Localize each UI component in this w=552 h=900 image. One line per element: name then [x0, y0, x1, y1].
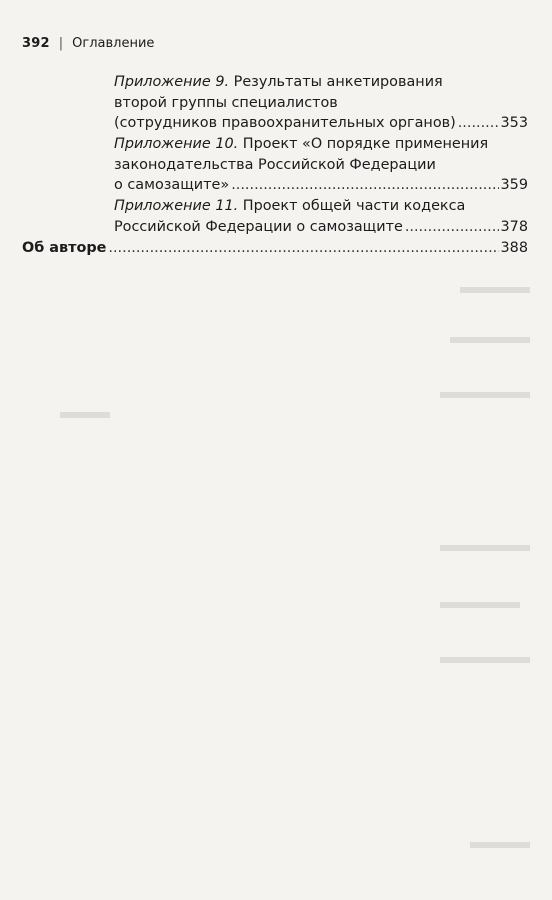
- section-title: Оглавление: [72, 36, 155, 51]
- toc-entry-title-line: Результаты анкетирования: [233, 74, 443, 90]
- toc-entry-prefix: Приложение 11.: [114, 198, 239, 214]
- toc-entry-page: 378: [500, 218, 528, 235]
- leader-dots: [231, 175, 498, 196]
- leader-dots: [405, 217, 499, 238]
- toc-entry-page: 353: [500, 115, 528, 131]
- toc-entry-title-line: Российской Федерации о самозащите: [114, 218, 403, 235]
- toc-entry-title-line: о самозащите»: [114, 177, 230, 193]
- toc-entry-prefix: Приложение 10.: [114, 136, 239, 152]
- toc-entry-about-author[interactable]: [22, 238, 528, 259]
- toc-entry-title-line: Проект «О порядке применения: [242, 136, 489, 152]
- toc-entry-title-line: второй группы специалистов: [114, 94, 338, 111]
- toc-entry-page: 388: [500, 240, 528, 256]
- running-head: [22, 36, 154, 51]
- leader-dots: [458, 113, 499, 134]
- toc-entry-appendix-11[interactable]: [114, 196, 528, 237]
- toc-entry-page: 359: [500, 177, 528, 193]
- toc-entry-title-line: (сотрудников правоохранительных органов): [114, 115, 456, 131]
- toc-entry-title-line: Проект общей части кодекса: [242, 198, 466, 214]
- toc-entry-prefix: Приложение 9.: [114, 74, 230, 90]
- header-separator: |: [58, 36, 64, 51]
- leader-dots: [108, 238, 498, 259]
- toc-entry-title-line: законодательства Российской Федерации: [114, 156, 436, 173]
- toc-entry-appendix-9[interactable]: [114, 72, 528, 134]
- page-number: 392: [22, 36, 50, 51]
- toc-entry-title: Об авторе: [22, 240, 107, 256]
- toc-entry-appendix-10[interactable]: [114, 134, 528, 196]
